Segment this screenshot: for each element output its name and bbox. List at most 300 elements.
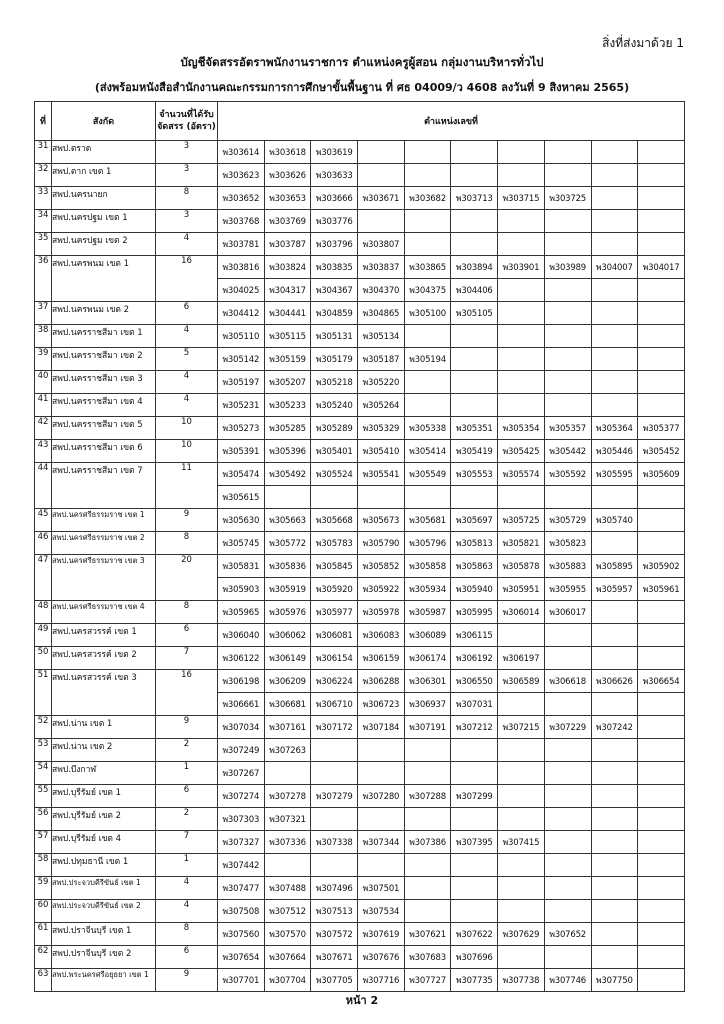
position-cell: พ306174 (404, 647, 451, 670)
position-cell: พ305446 (591, 440, 638, 463)
position-cell (498, 394, 545, 417)
position-cell: พ305187 (358, 348, 405, 371)
row-affiliation: สพป.น่าน เขต 2 (52, 739, 156, 762)
table-row (35, 647, 685, 670)
position-cell (311, 854, 358, 877)
position-cell (544, 371, 591, 394)
row-number: 31 (35, 141, 52, 164)
row-affiliation: สพป.นครราชสีมา เขต 5 (52, 417, 156, 440)
position-cell: พ305895 (591, 555, 638, 578)
position-cell (451, 900, 498, 923)
row-count: 4 (156, 233, 218, 256)
position-cell: พ307288 (404, 785, 451, 808)
table-row (35, 233, 685, 256)
row-count: 10 (156, 417, 218, 440)
row-count: 9 (156, 509, 218, 532)
position-cell (591, 693, 638, 716)
table-row (35, 831, 685, 854)
table-row (35, 509, 685, 532)
position-cell: พ307701 (218, 969, 265, 992)
row-number: 53 (35, 739, 52, 762)
position-cell: พ305364 (591, 417, 638, 440)
position-cell: พ305142 (218, 348, 265, 371)
position-cell: พ304367 (311, 279, 358, 302)
position-cell: พ306089 (404, 624, 451, 647)
position-cell (451, 854, 498, 877)
position-cell: พ304007 (591, 256, 638, 279)
position-cell: พ306661 (218, 693, 265, 716)
position-cell (404, 164, 451, 187)
position-cell: พ307488 (264, 877, 311, 900)
position-cell: พ305351 (451, 417, 498, 440)
row-count: 1 (156, 762, 218, 785)
row-count: 1 (156, 854, 218, 877)
position-cell (638, 647, 685, 670)
position-cell (591, 371, 638, 394)
row-count: 6 (156, 624, 218, 647)
position-cell (544, 210, 591, 233)
position-cell: พ305725 (498, 509, 545, 532)
position-cell (591, 164, 638, 187)
position-cell (544, 831, 591, 854)
position-cell: พ303901 (498, 256, 545, 279)
position-cell: พ305845 (311, 555, 358, 578)
row-number: 38 (35, 325, 52, 348)
position-cell (591, 279, 638, 302)
attachment-label: สิ่งที่ส่งมาด้วย 1 (602, 36, 684, 50)
row-number: 43 (35, 440, 52, 463)
position-cell: พ303796 (311, 233, 358, 256)
row-count: 4 (156, 371, 218, 394)
row-count: 6 (156, 302, 218, 325)
position-cell (358, 739, 405, 762)
position-cell: พ306197 (498, 647, 545, 670)
position-cell (638, 164, 685, 187)
position-cell: พ307735 (451, 969, 498, 992)
position-cell (638, 532, 685, 555)
position-cell: พ305159 (264, 348, 311, 371)
position-cell (451, 233, 498, 256)
position-cell: พ306192 (451, 647, 498, 670)
position-cell: พ306224 (311, 670, 358, 693)
position-cell: พ306081 (311, 624, 358, 647)
position-cell (638, 394, 685, 417)
position-cell: พ305524 (311, 463, 358, 486)
position-cell (591, 785, 638, 808)
position-cell: พ307161 (264, 716, 311, 739)
position-cell: พ305396 (264, 440, 311, 463)
position-cell: พ307415 (498, 831, 545, 854)
position-cell: พ307172 (311, 716, 358, 739)
position-cell: พ307280 (358, 785, 405, 808)
position-cell (498, 164, 545, 187)
position-cell: พ305919 (264, 578, 311, 601)
position-cell (498, 854, 545, 877)
row-number: 34 (35, 210, 52, 233)
position-cell (591, 739, 638, 762)
position-cell: พ303824 (264, 256, 311, 279)
table-row (35, 302, 685, 325)
row-number: 57 (35, 831, 52, 854)
row-number: 55 (35, 785, 52, 808)
position-cell (404, 739, 451, 762)
position-cell: พ303682 (404, 187, 451, 210)
position-cell (451, 325, 498, 348)
position-cell (451, 164, 498, 187)
position-cell (638, 808, 685, 831)
position-cell (544, 808, 591, 831)
row-number: 33 (35, 187, 52, 210)
position-cell: พ305273 (218, 417, 265, 440)
position-cell (404, 854, 451, 877)
position-cell: พ305553 (451, 463, 498, 486)
position-cell: พ305609 (638, 463, 685, 486)
position-cell: พ306040 (218, 624, 265, 647)
position-cell: พ307386 (404, 831, 451, 854)
position-cell (591, 486, 638, 509)
position-cell: พ303614 (218, 141, 265, 164)
position-cell (638, 509, 685, 532)
position-cell: พ305240 (311, 394, 358, 417)
position-cell: พ307184 (358, 716, 405, 739)
table-row (35, 210, 685, 233)
position-cell: พ307664 (264, 946, 311, 969)
position-cell (498, 233, 545, 256)
position-cell: พ303816 (218, 256, 265, 279)
position-cell (311, 486, 358, 509)
table-row (35, 187, 685, 210)
position-cell: พ303768 (218, 210, 265, 233)
position-cell: พ307652 (544, 923, 591, 946)
row-affiliation: สพป.ประจวบคีรีขันธ์ เขต 1 (52, 877, 156, 900)
position-cell (638, 348, 685, 371)
position-cell: พ305231 (218, 394, 265, 417)
position-cell: พ306122 (218, 647, 265, 670)
position-cell: พ306710 (311, 693, 358, 716)
position-cell: พ303623 (218, 164, 265, 187)
position-cell (638, 739, 685, 762)
position-cell: พ307395 (451, 831, 498, 854)
position-cell: พ305329 (358, 417, 405, 440)
position-cell: พ307560 (218, 923, 265, 946)
position-cell: พ307279 (311, 785, 358, 808)
position-cell: พ304412 (218, 302, 265, 325)
position-cell: พ305965 (218, 601, 265, 624)
header-count-line2: จัดสรร (อัตรา) (157, 122, 216, 132)
table-row (35, 371, 685, 394)
position-cell: พ305264 (358, 394, 405, 417)
position-cell: พ307676 (358, 946, 405, 969)
row-count: 3 (156, 164, 218, 187)
position-cell (638, 624, 685, 647)
position-cell: พ305902 (638, 555, 685, 578)
position-cell (544, 762, 591, 785)
position-cell (451, 762, 498, 785)
row-affiliation: สพป.นครปฐม เขต 1 (52, 210, 156, 233)
position-cell: พ306014 (498, 601, 545, 624)
position-cell (404, 808, 451, 831)
position-cell (498, 739, 545, 762)
position-cell (311, 739, 358, 762)
row-affiliation: สพป.นครนายก (52, 187, 156, 210)
row-number: 48 (35, 601, 52, 624)
position-cell: พ305995 (451, 601, 498, 624)
position-cell: พ306062 (264, 624, 311, 647)
position-cell (498, 785, 545, 808)
position-cell (591, 854, 638, 877)
position-cell (358, 210, 405, 233)
row-affiliation: สพป.นครศรีธรรมราช เขต 2 (52, 532, 156, 555)
position-cell (544, 394, 591, 417)
position-cell: พ305922 (358, 578, 405, 601)
position-cell (498, 486, 545, 509)
position-cell: พ303633 (311, 164, 358, 187)
row-count: 5 (156, 348, 218, 371)
position-cell (358, 808, 405, 831)
position-cell: พ305442 (544, 440, 591, 463)
position-cell: พ305831 (218, 555, 265, 578)
position-cell: พ305821 (498, 532, 545, 555)
position-cell: พ305425 (498, 440, 545, 463)
position-cell: พ307727 (404, 969, 451, 992)
position-cell: พ307278 (264, 785, 311, 808)
position-cell: พ305951 (498, 578, 545, 601)
position-cell: พ307508 (218, 900, 265, 923)
row-count: 7 (156, 647, 218, 670)
row-affiliation: สพป.นครสวรรค์ เขต 1 (52, 624, 156, 647)
header-count (156, 102, 218, 141)
position-cell (544, 233, 591, 256)
position-cell: พ307534 (358, 900, 405, 923)
position-cell: พ307704 (264, 969, 311, 992)
position-cell (451, 394, 498, 417)
position-cell: พ306083 (358, 624, 405, 647)
position-cell (544, 877, 591, 900)
position-cell (638, 141, 685, 164)
row-number: 52 (35, 716, 52, 739)
position-cell (358, 762, 405, 785)
row-affiliation: สพป.นครศรีธรรมราช เขต 4 (52, 601, 156, 624)
position-cell: พ304406 (451, 279, 498, 302)
position-cell: พ306115 (451, 624, 498, 647)
row-count: 2 (156, 808, 218, 831)
position-cell (544, 693, 591, 716)
row-count: 4 (156, 325, 218, 348)
position-cell (498, 348, 545, 371)
row-count: 8 (156, 923, 218, 946)
position-cell (451, 877, 498, 900)
allocation-table (34, 101, 685, 992)
position-cell: พ305883 (544, 555, 591, 578)
position-cell: พ306017 (544, 601, 591, 624)
position-cell (591, 302, 638, 325)
position-cell (591, 601, 638, 624)
position-cell (404, 233, 451, 256)
position-cell: พ303776 (311, 210, 358, 233)
row-count: 4 (156, 394, 218, 417)
position-cell: พ307696 (451, 946, 498, 969)
position-cell: พ307215 (498, 716, 545, 739)
position-cell: พ305961 (638, 578, 685, 601)
row-affiliation: สพป.นครราชสีมา เขต 6 (52, 440, 156, 463)
position-cell: พ303653 (264, 187, 311, 210)
position-cell (498, 808, 545, 831)
table-row (35, 417, 685, 440)
position-cell (591, 831, 638, 854)
table-row (35, 141, 685, 164)
position-cell (264, 762, 311, 785)
position-cell: พ305745 (218, 532, 265, 555)
position-cell: พ307477 (218, 877, 265, 900)
position-cell: พ305977 (311, 601, 358, 624)
position-cell (638, 279, 685, 302)
row-count: 20 (156, 555, 218, 601)
row-count: 4 (156, 900, 218, 923)
position-cell (404, 900, 451, 923)
position-cell: พ304859 (311, 302, 358, 325)
position-cell: พ305673 (358, 509, 405, 532)
position-cell (544, 141, 591, 164)
position-cell (264, 854, 311, 877)
position-cell (544, 785, 591, 808)
position-cell: พ307242 (591, 716, 638, 739)
table-row (35, 946, 685, 969)
row-number: 42 (35, 417, 52, 440)
position-cell: พ306550 (451, 670, 498, 693)
position-cell (311, 808, 358, 831)
position-cell: พ303769 (264, 210, 311, 233)
table-row (35, 739, 685, 762)
position-cell: พ305740 (591, 509, 638, 532)
table-row (35, 532, 685, 555)
position-cell: พ306937 (404, 693, 451, 716)
position-cell: พ305357 (544, 417, 591, 440)
position-cell: พ303713 (451, 187, 498, 210)
row-affiliation: สพป.พระนครศรีอยุธยา เขต 1 (52, 969, 156, 992)
row-number: 46 (35, 532, 52, 555)
position-cell: พ303626 (264, 164, 311, 187)
position-cell: พ305813 (451, 532, 498, 555)
table-row (35, 348, 685, 371)
position-cell: พ305783 (311, 532, 358, 555)
position-cell: พ305452 (638, 440, 685, 463)
position-cell (544, 164, 591, 187)
position-cell (451, 210, 498, 233)
row-affiliation: สพป.บุรีรัมย์ เขต 1 (52, 785, 156, 808)
position-cell (544, 302, 591, 325)
position-cell: พ307442 (218, 854, 265, 877)
row-number: 49 (35, 624, 52, 647)
position-cell: พ307746 (544, 969, 591, 992)
position-cell: พ307501 (358, 877, 405, 900)
position-cell: พ307229 (544, 716, 591, 739)
position-cell: พ305207 (264, 371, 311, 394)
position-cell: พ305285 (264, 417, 311, 440)
position-cell: พ307570 (264, 923, 311, 946)
position-cell: พ307191 (404, 716, 451, 739)
position-cell: พ307274 (218, 785, 265, 808)
row-number: 63 (35, 969, 52, 992)
position-cell: พ306618 (544, 670, 591, 693)
position-cell: พ307716 (358, 969, 405, 992)
row-affiliation: สพป.บึงกาฬ (52, 762, 156, 785)
position-cell: พ305391 (218, 440, 265, 463)
position-cell (451, 141, 498, 164)
position-cell (591, 808, 638, 831)
position-cell: พ307338 (311, 831, 358, 854)
position-cell: พ307572 (311, 923, 358, 946)
row-number: 60 (35, 900, 52, 923)
position-cell: พ305354 (498, 417, 545, 440)
position-cell: พ305920 (311, 578, 358, 601)
position-cell: พ306301 (404, 670, 451, 693)
position-cell: พ303781 (218, 233, 265, 256)
position-cell: พ307263 (264, 739, 311, 762)
position-cell: พ303619 (311, 141, 358, 164)
table-row (35, 716, 685, 739)
row-count: 6 (156, 946, 218, 969)
position-cell (498, 325, 545, 348)
page-number: หน้า 2 (345, 994, 379, 1007)
table-row (35, 854, 685, 877)
position-cell: พ305233 (264, 394, 311, 417)
position-cell (404, 325, 451, 348)
table-row (35, 555, 685, 578)
row-number: 40 (35, 371, 52, 394)
row-number: 50 (35, 647, 52, 670)
row-affiliation: สพป.นครราชสีมา เขต 4 (52, 394, 156, 417)
position-cell (498, 302, 545, 325)
position-cell: พ303787 (264, 233, 311, 256)
position-cell: พ307327 (218, 831, 265, 854)
position-cell (591, 233, 638, 256)
position-cell (544, 279, 591, 302)
position-cell (498, 693, 545, 716)
position-cell: พ305194 (404, 348, 451, 371)
row-number: 47 (35, 555, 52, 601)
position-cell (264, 486, 311, 509)
row-count: 9 (156, 716, 218, 739)
position-cell: พ305574 (498, 463, 545, 486)
position-cell (404, 210, 451, 233)
position-cell (638, 371, 685, 394)
row-number: 32 (35, 164, 52, 187)
position-cell: พ305419 (451, 440, 498, 463)
position-cell (638, 302, 685, 325)
position-cell: พ305338 (404, 417, 451, 440)
row-number: 54 (35, 762, 52, 785)
row-count: 8 (156, 601, 218, 624)
position-cell: พ305697 (451, 509, 498, 532)
position-cell: พ307683 (404, 946, 451, 969)
position-cell: พ307249 (218, 739, 265, 762)
position-cell: พ305592 (544, 463, 591, 486)
position-cell (591, 187, 638, 210)
position-cell: พ306198 (218, 670, 265, 693)
position-cell (498, 210, 545, 233)
position-cell: พ305772 (264, 532, 311, 555)
position-cell: พ306681 (264, 693, 311, 716)
position-cell (498, 371, 545, 394)
row-affiliation: สพป.นครราชสีมา เขต 3 (52, 371, 156, 394)
position-cell: พ305289 (311, 417, 358, 440)
position-cell: พ303666 (311, 187, 358, 210)
position-cell: พ307705 (311, 969, 358, 992)
row-affiliation: สพป.นครราชสีมา เขต 7 (52, 463, 156, 509)
position-cell: พ304017 (638, 256, 685, 279)
row-count: 11 (156, 463, 218, 509)
table-header-row (35, 102, 685, 141)
